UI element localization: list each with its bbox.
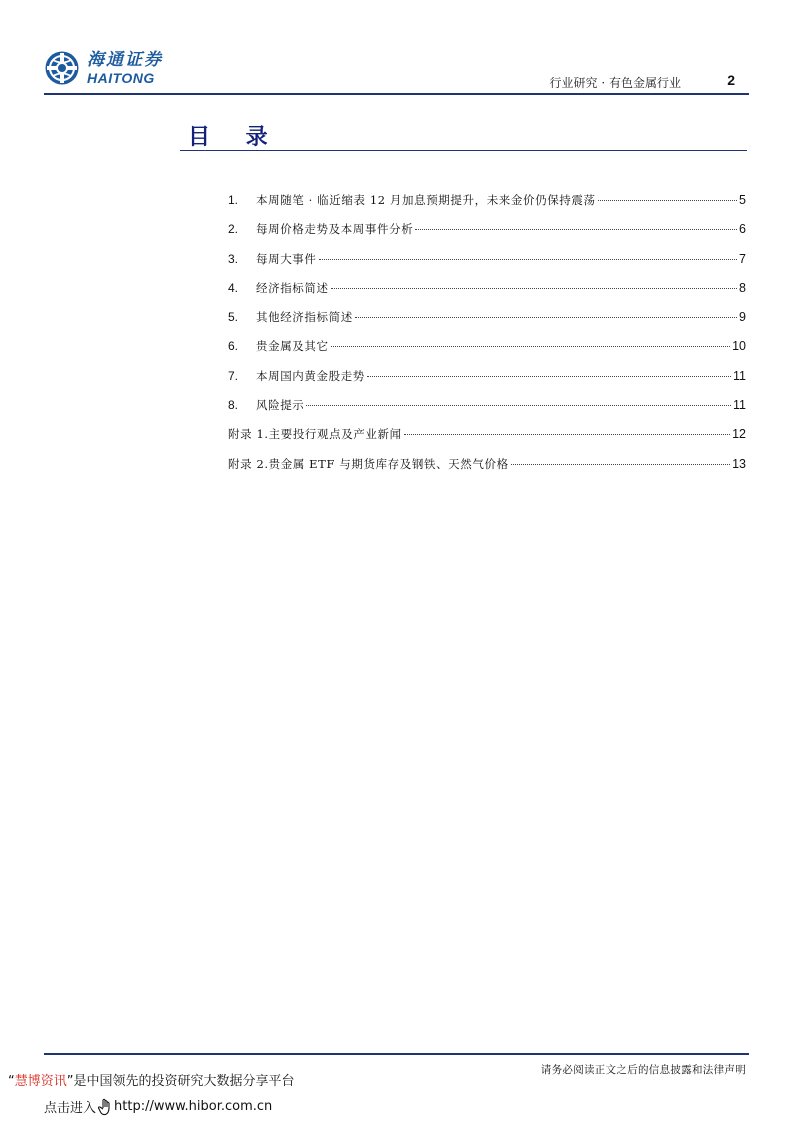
toc-heading: 目 录 xyxy=(188,124,282,150)
toc-entry-page: 6 xyxy=(739,222,746,237)
logo-english-name: HAITONG xyxy=(87,69,155,86)
toc-entry[interactable] xyxy=(228,397,746,426)
toc-dot-leader xyxy=(319,259,738,260)
toc-entry-number: 4. xyxy=(228,280,239,295)
toc-dot-leader xyxy=(306,405,731,406)
toc-dot-leader xyxy=(404,434,730,435)
toc-entry[interactable] xyxy=(228,456,746,485)
toc-entry-page: 10 xyxy=(732,339,746,354)
toc-entry[interactable] xyxy=(228,309,746,338)
promo-tagline: 是中国领先的投资研究大数据分享平台 xyxy=(73,1074,295,1089)
toc-entry-page: 8 xyxy=(739,280,746,295)
toc-entry[interactable] xyxy=(228,221,746,250)
toc-entry-title[interactable]: 经济指标简述 xyxy=(256,280,329,295)
promo-url-link[interactable]: http://www.hibor.com.cn xyxy=(114,1099,273,1114)
toc-entry-number: 2. xyxy=(228,222,239,237)
toc-entry-number: 1. xyxy=(228,193,239,207)
toc-entry-page: 5 xyxy=(739,193,746,207)
promo-link-line xyxy=(44,1097,272,1116)
page-number: 2 xyxy=(727,72,735,88)
toc-entry-page: 11 xyxy=(733,398,746,413)
legal-disclaimer: 请务必阅读正文之后的信息披露和法律声明 xyxy=(540,1064,746,1076)
toc-entry[interactable] xyxy=(228,251,746,280)
logo-chinese-name: 海通证券 xyxy=(87,49,163,70)
promo-line xyxy=(8,1070,295,1089)
toc-entry-title[interactable]: 风险提示 xyxy=(256,398,305,413)
toc-entry-number: 3. xyxy=(228,251,239,266)
table-of-contents xyxy=(228,192,746,485)
toc-entry-page: 13 xyxy=(732,456,746,471)
toc-entry-title[interactable]: 本周国内黄金股走势 xyxy=(256,368,365,383)
toc-entry-title[interactable]: 每周大事件 xyxy=(256,251,317,266)
toc-dot-leader xyxy=(367,376,731,377)
toc-heading-divider xyxy=(180,150,747,151)
toc-dot-leader xyxy=(331,346,730,347)
toc-entry-page: 9 xyxy=(739,310,746,325)
promo-quote-close: ” xyxy=(66,1074,74,1089)
toc-entry[interactable] xyxy=(228,192,746,221)
toc-entry[interactable] xyxy=(228,426,746,455)
toc-entry-title[interactable]: 贵金属及其它 xyxy=(256,339,329,354)
toc-dot-leader xyxy=(355,317,737,318)
toc-entry[interactable] xyxy=(228,280,746,309)
toc-dot-leader xyxy=(415,229,737,230)
header-divider xyxy=(44,93,749,95)
toc-dot-leader xyxy=(331,288,737,289)
toc-entry-page: 11 xyxy=(733,368,746,383)
toc-entry[interactable] xyxy=(228,368,746,397)
toc-entry[interactable] xyxy=(228,338,746,367)
toc-dot-leader xyxy=(511,464,730,465)
toc-entry-number: 5. xyxy=(228,310,239,325)
haitong-logo xyxy=(44,50,163,86)
toc-entry-page: 12 xyxy=(732,427,746,442)
toc-entry-title[interactable]: 附录 1.主要投行观点及产业新闻 xyxy=(228,427,402,442)
toc-entry-number: 8. xyxy=(228,398,239,413)
promo-brand[interactable]: 慧博资讯 xyxy=(14,1074,67,1089)
footer-divider xyxy=(44,1053,749,1055)
haitong-logo-icon xyxy=(44,50,80,86)
toc-entry-title[interactable]: 本周随笔 · 临近缩表 12 月加息预期提升，未来金价仍保持震荡 xyxy=(256,193,596,207)
toc-entry-title[interactable]: 附录 2.贵金属 ETF 与期货库存及钢铁、天然气价格 xyxy=(228,456,509,471)
toc-entry-title[interactable]: 其他经济指标简述 xyxy=(256,310,353,325)
toc-entry-number: 7. xyxy=(228,368,239,383)
toc-entry-page: 7 xyxy=(739,251,746,266)
toc-dot-leader xyxy=(598,200,737,201)
toc-entry-number: 6. xyxy=(228,339,239,354)
promo-link-prefix: 点击进入 xyxy=(44,1101,97,1116)
toc-entry-title[interactable]: 每周价格走势及本周事件分析 xyxy=(256,222,414,237)
promo-quote-open: “ xyxy=(8,1074,15,1089)
report-section-title: 行业研究 · 有色金属行业 xyxy=(549,76,681,90)
hand-pointer-icon xyxy=(97,1098,113,1116)
